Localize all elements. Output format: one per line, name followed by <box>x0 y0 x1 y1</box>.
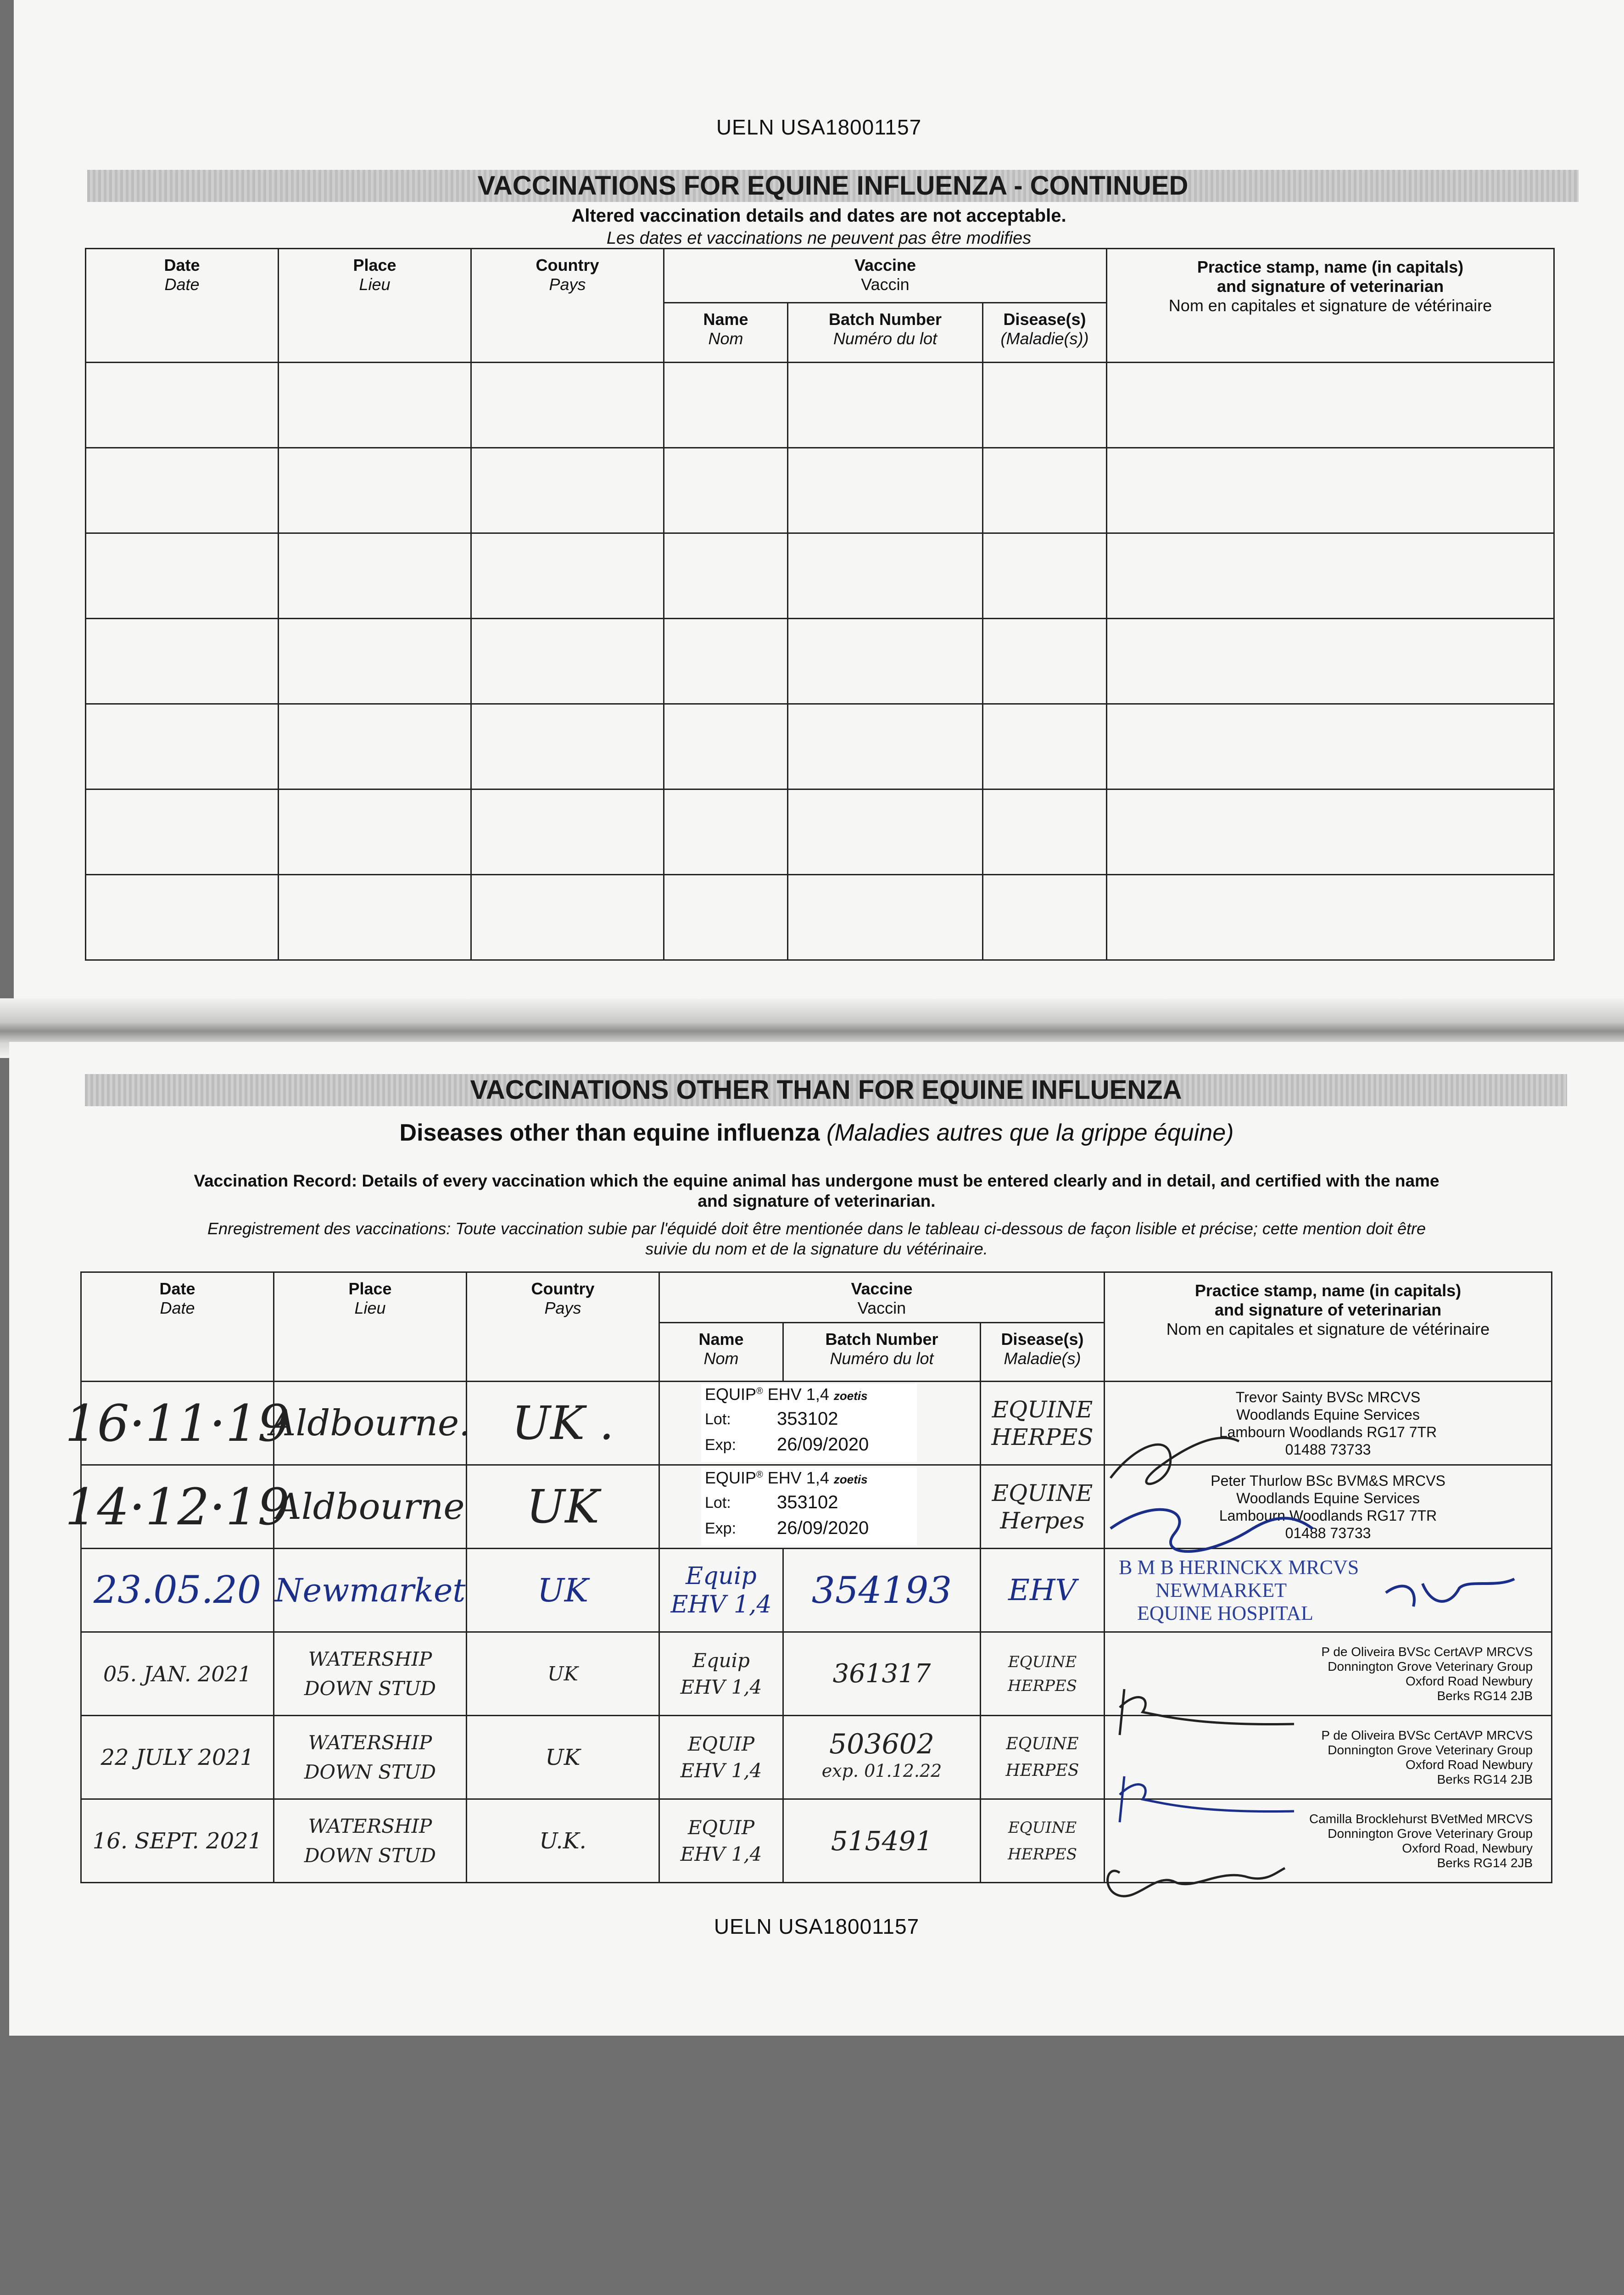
header-vaccine: Vaccine Vaccin <box>659 1272 1105 1323</box>
table-row <box>86 448 1554 533</box>
empty-cell[interactable] <box>471 363 664 448</box>
influenza-title-text: VACCINATIONS FOR EQUINE INFLUENZA - CONTINUED <box>477 171 1189 201</box>
table-row <box>81 1549 1552 1632</box>
empty-cell[interactable] <box>279 875 471 960</box>
country-value: UK <box>526 1480 599 1534</box>
date-cell[interactable] <box>81 1632 274 1716</box>
country-value: UK <box>537 1571 589 1609</box>
batch-cell[interactable] <box>783 1549 981 1632</box>
empty-cell[interactable] <box>279 619 471 704</box>
header-name: Name Nom <box>659 1323 783 1382</box>
date-cell[interactable] <box>65 1465 290 1549</box>
empty-cell[interactable] <box>86 533 279 619</box>
record-fr-line1: Enregistrement des vaccinations: Toute vaccination subie par l'équidé doit être mentionée dans le tableau ci-dessous de façon lisible et précise; cette mention doit être <box>207 1219 1426 1238</box>
disease-cell[interactable]: EQUINE Herpes <box>981 1465 1105 1549</box>
empty-cell[interactable] <box>664 533 788 619</box>
header-place: Place Lieu <box>274 1272 467 1382</box>
place-cell[interactable]: WATERSHIP DOWN STUD <box>274 1632 467 1716</box>
other-vaccinations-title-text: VACCINATIONS OTHER THAN FOR EQUINE INFLUENZA <box>470 1075 1182 1105</box>
header-date: Date Date <box>86 249 279 363</box>
country-cell[interactable] <box>467 1549 659 1632</box>
name-cell[interactable]: EQUIP EHV 1,4 <box>659 1799 783 1883</box>
empty-cell[interactable] <box>279 533 471 619</box>
empty-cell[interactable] <box>664 619 788 704</box>
place-cell[interactable]: WATERSHIP DOWN STUD <box>274 1799 467 1883</box>
empty-cell[interactable] <box>1107 448 1554 533</box>
header-vaccine: Vaccine Vaccin <box>664 249 1107 303</box>
ueln-top: UELN USA18001157 <box>716 115 922 139</box>
header-date: Date Date <box>81 1272 274 1382</box>
country-cell[interactable] <box>467 1799 659 1883</box>
ueln-bottom: UELN USA18001157 <box>714 1914 920 1938</box>
date-value: 22 JULY 2021 <box>100 1744 254 1770</box>
place-value: Newmarket <box>274 1571 466 1609</box>
header-name: Name Nom <box>664 303 788 363</box>
header-disease: Disease(s) Maladie(s) <box>981 1323 1105 1382</box>
header-batch: Batch Number Numéro du lot <box>788 303 983 363</box>
other-vaccinations-title <box>85 1074 1567 1106</box>
name-cell[interactable]: Equip EHV 1,4 <box>659 1549 783 1632</box>
header-disease: Disease(s) (Maladie(s)) <box>983 303 1107 363</box>
empty-cell[interactable] <box>983 619 1107 704</box>
vaccine-sticker-cell[interactable] <box>659 1465 981 1549</box>
other-vaccinations-table <box>65 1271 1552 1883</box>
batch-value: 515491 <box>831 1825 933 1857</box>
empty-cell[interactable] <box>1107 789 1554 875</box>
influenza-table <box>85 248 1555 961</box>
practice-stamp-cell[interactable] <box>1105 1382 1552 1465</box>
empty-cell[interactable] <box>983 363 1107 448</box>
place-cell[interactable] <box>274 1465 467 1549</box>
header-practice: Practice stamp, name (in capitals) and signature of veterinarian Nom en capitales et signature de vétérinaire <box>1107 249 1554 363</box>
table-row <box>81 1716 1552 1799</box>
date-value: 23.05.20 <box>93 1568 262 1612</box>
header-place: Place Lieu <box>279 249 471 363</box>
practice-stamp: P de Oliveira BVSc CertAVP MRCVS Donnington Grove Veterinary Group Oxford Road Newbury Berks RG14 2JB <box>1321 1728 1533 1786</box>
country-cell[interactable] <box>467 1632 659 1716</box>
empty-cell[interactable] <box>983 704 1107 789</box>
table-row <box>86 619 1554 704</box>
vaccine-sticker-cell[interactable] <box>659 1382 981 1465</box>
warning-en: Altered vaccination details and dates are not acceptable. <box>571 206 1066 226</box>
vaccine-sticker: EQUIP® EHV 1,4 zoetis Lot: 353102 Exp: 26/09/2020 <box>701 1384 917 1462</box>
date-cell[interactable] <box>65 1382 290 1465</box>
country-value: U.K. <box>539 1828 586 1854</box>
place-cell[interactable] <box>270 1382 470 1465</box>
empty-cell[interactable] <box>86 789 279 875</box>
empty-cell[interactable] <box>279 704 471 789</box>
empty-cell[interactable] <box>86 363 279 448</box>
table-row <box>86 789 1554 875</box>
empty-cell[interactable] <box>279 448 471 533</box>
place-value: Aldbourne <box>275 1486 465 1528</box>
influenza-title <box>87 170 1579 202</box>
empty-cell[interactable] <box>664 789 788 875</box>
subtitle-italic: (Maladies autres que la grippe équine) <box>826 1120 1234 1146</box>
batch-value: 361317 <box>832 1659 931 1689</box>
practice-stamp-cell[interactable] <box>1105 1465 1552 1549</box>
batch-expiry: exp. 01.12.22 <box>821 1760 942 1781</box>
batch-cell[interactable] <box>783 1716 981 1799</box>
batch-value: 354193 <box>811 1569 952 1612</box>
empty-cell[interactable] <box>1107 363 1554 448</box>
date-cell[interactable] <box>81 1549 274 1632</box>
disease-cell[interactable]: EQUINE HERPES <box>981 1382 1105 1465</box>
record-fr-line2: suivie du nom et de la signature du vétérinaire. <box>645 1239 988 1258</box>
empty-cell[interactable] <box>664 363 788 448</box>
empty-cell[interactable] <box>664 875 788 960</box>
practice-stamp-cell[interactable] <box>1105 1716 1552 1799</box>
header-batch: Batch Number Numéro du lot <box>783 1323 981 1382</box>
page-top <box>14 0 1624 1024</box>
table-row <box>81 1465 1552 1549</box>
empty-cell[interactable] <box>471 875 664 960</box>
empty-cell[interactable] <box>1107 875 1554 960</box>
practice-stamp: Trevor Sainty BVSc MRCVS Woodlands Equine Services Lambourn Woodlands RG17 7TR 01488 73733 <box>1219 1388 1437 1458</box>
empty-cell[interactable] <box>471 533 664 619</box>
empty-cell[interactable] <box>1107 533 1554 619</box>
date-value: 14·12·19 <box>65 1477 290 1536</box>
empty-cell[interactable] <box>983 875 1107 960</box>
name-cell[interactable]: Equip EHV 1,4 <box>659 1632 783 1716</box>
empty-cell[interactable] <box>86 875 279 960</box>
table-row <box>86 875 1554 960</box>
record-en-line2: and signature of veterinarian. <box>698 1192 936 1210</box>
empty-cell[interactable] <box>664 448 788 533</box>
batch-cell[interactable] <box>783 1632 981 1716</box>
header-country: Country Pays <box>467 1272 659 1382</box>
disease-cell[interactable]: EQUINE HERPES <box>981 1716 1105 1799</box>
country-value: UK <box>545 1744 580 1770</box>
practice-stamp: P de Oliveira BVSc CertAVP MRCVS Donnington Grove Veterinary Group Oxford Road Newbury Berks RG14 2JB <box>1321 1644 1533 1703</box>
empty-cell[interactable] <box>788 704 983 789</box>
empty-cell[interactable] <box>983 533 1107 619</box>
empty-cell[interactable] <box>788 875 983 960</box>
place-cell[interactable] <box>274 1549 467 1632</box>
practice-stamp: Peter Thurlow BSc BVM&S MRCVS Woodlands Equine Services Lambourn Woodlands RG17 7TR 01488 73733 <box>1211 1472 1445 1541</box>
practice-stamp-cell[interactable] <box>1105 1549 1552 1632</box>
empty-cell[interactable] <box>788 533 983 619</box>
practice-stamp: B M B HERINCKX MRCVS NEWMARKET EQUINE HOSPITAL <box>1119 1556 1359 1624</box>
practice-stamp: Camilla Brocklehurst BVetMed MRCVS Donnington Grove Veterinary Group Oxford Road, Newbury Berks RG14 2JB <box>1309 1811 1533 1870</box>
country-cell[interactable] <box>467 1716 659 1799</box>
record-en-line1: Vaccination Record: Details of every vaccination which the equine animal has undergone must be entered clearly and in detail, and certified with the name <box>194 1171 1440 1190</box>
empty-cell[interactable] <box>788 789 983 875</box>
empty-cell[interactable] <box>279 789 471 875</box>
disease-cell[interactable]: EQUINE HERPES <box>981 1799 1105 1883</box>
table-row <box>86 363 1554 448</box>
empty-cell[interactable] <box>471 448 664 533</box>
table-row <box>81 1799 1552 1883</box>
table-row <box>86 533 1554 619</box>
country-cell[interactable] <box>467 1465 659 1549</box>
vaccine-sticker: EQUIP® EHV 1,4 zoetis Lot: 353102 Exp: 26/09/2020 <box>701 1467 917 1545</box>
subtitle <box>9 1119 1624 1147</box>
empty-cell[interactable] <box>471 789 664 875</box>
empty-cell[interactable] <box>1107 704 1554 789</box>
country-value: UK <box>547 1662 578 1685</box>
empty-cell[interactable] <box>788 448 983 533</box>
place-value: Aldbourne. <box>270 1402 470 1444</box>
table-row <box>86 704 1554 789</box>
country-cell[interactable] <box>467 1382 659 1465</box>
disease-cell[interactable]: EHV <box>981 1549 1105 1632</box>
disease-cell[interactable]: EQUINE HERPES <box>981 1632 1105 1716</box>
date-value: 16. SEPT. 2021 <box>92 1828 262 1854</box>
date-cell[interactable] <box>81 1799 274 1883</box>
name-cell[interactable]: EQUIP EHV 1,4 <box>659 1716 783 1799</box>
page-bottom <box>9 1042 1624 2036</box>
empty-cell[interactable] <box>471 619 664 704</box>
empty-cell[interactable] <box>471 704 664 789</box>
empty-cell[interactable] <box>279 363 471 448</box>
batch-value: 503602 <box>829 1728 935 1760</box>
batch-cell[interactable] <box>783 1799 981 1883</box>
warning-fr: Les dates et vaccinations ne peuvent pas être modifies <box>606 229 1032 248</box>
date-value: 16·11·19 <box>65 1394 290 1453</box>
empty-cell[interactable] <box>664 704 788 789</box>
table-row <box>81 1632 1552 1716</box>
empty-cell[interactable] <box>86 448 279 533</box>
date-value: 05. JAN. 2021 <box>103 1661 252 1686</box>
practice-stamp-cell[interactable] <box>1105 1632 1552 1716</box>
table-row <box>81 1382 1552 1465</box>
place-cell[interactable]: WATERSHIP DOWN STUD <box>274 1716 467 1799</box>
empty-cell[interactable] <box>983 448 1107 533</box>
practice-stamp-cell[interactable] <box>1105 1799 1552 1883</box>
empty-cell[interactable] <box>788 619 983 704</box>
empty-cell[interactable] <box>86 619 279 704</box>
empty-cell[interactable] <box>86 704 279 789</box>
header-country: Country Pays <box>471 249 664 363</box>
empty-cell[interactable] <box>1107 619 1554 704</box>
empty-cell[interactable] <box>788 363 983 448</box>
country-value: UK . <box>512 1396 614 1450</box>
empty-cell[interactable] <box>983 789 1107 875</box>
subtitle-bold: Diseases other than equine influenza <box>399 1120 820 1146</box>
header-practice: Practice stamp, name (in capitals) and signature of veterinarian Nom en capitales et signature de vétérinaire <box>1105 1272 1552 1382</box>
date-cell[interactable] <box>81 1716 274 1799</box>
